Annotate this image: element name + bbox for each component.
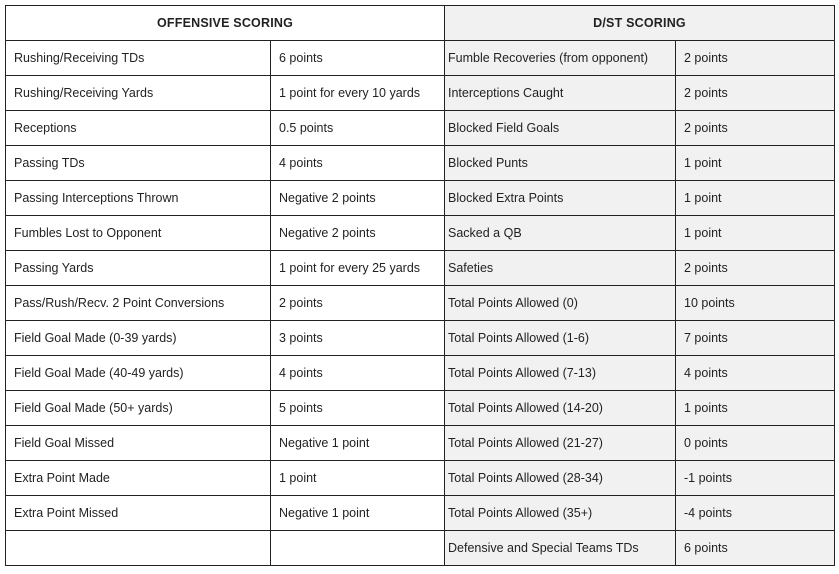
dst-points-cell: 6 points — [676, 531, 835, 566]
offense-category-cell: Rushing/Receiving Yards — [6, 76, 271, 111]
offense-category-cell: Passing Yards — [6, 251, 271, 286]
offense-category-cell: Field Goal Missed — [6, 426, 271, 461]
dst-category-cell: Interceptions Caught — [445, 76, 676, 111]
dst-points-cell: -1 points — [676, 461, 835, 496]
table-row — [6, 496, 835, 531]
table-row — [6, 181, 835, 216]
offense-category-cell: Receptions — [6, 111, 271, 146]
offense-points-cell: 2 points — [271, 286, 445, 321]
scoring-table — [5, 5, 835, 566]
dst-category-cell: Total Points Allowed (14-20) — [445, 391, 676, 426]
offensive-scoring-header: OFFENSIVE SCORING — [6, 6, 445, 41]
dst-points-cell: 1 points — [676, 391, 835, 426]
scoring-rows — [6, 41, 835, 566]
offense-points-cell: 4 points — [271, 146, 445, 181]
offense-points-cell: 0.5 points — [271, 111, 445, 146]
offense-points-cell: Negative 1 point — [271, 496, 445, 531]
offense-category-cell: Field Goal Made (0-39 yards) — [6, 321, 271, 356]
offense-points-cell — [271, 531, 445, 566]
table-row — [6, 76, 835, 111]
table-row — [6, 251, 835, 286]
offense-category-cell: Rushing/Receiving TDs — [6, 41, 271, 76]
table-row — [6, 216, 835, 251]
table-row — [6, 146, 835, 181]
table-row — [6, 461, 835, 496]
dst-points-cell: -4 points — [676, 496, 835, 531]
dst-category-cell: Sacked a QB — [445, 216, 676, 251]
offense-points-cell: Negative 2 points — [271, 181, 445, 216]
table-row — [6, 356, 835, 391]
offense-points-cell: 6 points — [271, 41, 445, 76]
offense-category-cell: Extra Point Made — [6, 461, 271, 496]
dst-scoring-header: D/ST SCORING — [445, 6, 835, 41]
offense-points-cell: 3 points — [271, 321, 445, 356]
offense-points-cell: 4 points — [271, 356, 445, 391]
offense-points-cell: 1 point — [271, 461, 445, 496]
offense-points-cell: Negative 2 points — [271, 216, 445, 251]
scoring-table-container — [5, 5, 835, 566]
table-row — [6, 391, 835, 426]
dst-points-cell: 2 points — [676, 41, 835, 76]
dst-category-cell: Total Points Allowed (1-6) — [445, 321, 676, 356]
header-row — [6, 6, 835, 41]
offense-points-cell: 1 point for every 25 yards — [271, 251, 445, 286]
dst-points-cell: 1 point — [676, 181, 835, 216]
table-row — [6, 531, 835, 566]
dst-points-cell: 2 points — [676, 76, 835, 111]
offense-category-cell: Extra Point Missed — [6, 496, 271, 531]
table-row — [6, 111, 835, 146]
dst-points-cell: 4 points — [676, 356, 835, 391]
dst-category-cell: Total Points Allowed (35+) — [445, 496, 676, 531]
dst-category-cell: Total Points Allowed (28-34) — [445, 461, 676, 496]
offense-points-cell: 5 points — [271, 391, 445, 426]
dst-category-cell: Blocked Punts — [445, 146, 676, 181]
dst-points-cell: 0 points — [676, 426, 835, 461]
dst-category-cell: Fumble Recoveries (from opponent) — [445, 41, 676, 76]
dst-category-cell: Safeties — [445, 251, 676, 286]
table-row — [6, 321, 835, 356]
dst-points-cell: 2 points — [676, 111, 835, 146]
dst-points-cell: 2 points — [676, 251, 835, 286]
dst-points-cell: 7 points — [676, 321, 835, 356]
offense-category-cell: Field Goal Made (40-49 yards) — [6, 356, 271, 391]
dst-points-cell: 1 point — [676, 146, 835, 181]
offense-category-cell: Field Goal Made (50+ yards) — [6, 391, 271, 426]
dst-category-cell: Defensive and Special Teams TDs — [445, 531, 676, 566]
dst-category-cell: Blocked Field Goals — [445, 111, 676, 146]
dst-category-cell: Total Points Allowed (0) — [445, 286, 676, 321]
dst-points-cell: 1 point — [676, 216, 835, 251]
offense-category-cell: Passing Interceptions Thrown — [6, 181, 271, 216]
table-row — [6, 41, 835, 76]
offense-category-cell: Pass/Rush/Recv. 2 Point Conversions — [6, 286, 271, 321]
offense-category-cell: Passing TDs — [6, 146, 271, 181]
offense-points-cell: 1 point for every 10 yards — [271, 76, 445, 111]
offense-category-cell: Fumbles Lost to Opponent — [6, 216, 271, 251]
dst-category-cell: Total Points Allowed (21-27) — [445, 426, 676, 461]
offense-points-cell: Negative 1 point — [271, 426, 445, 461]
table-row — [6, 286, 835, 321]
table-row — [6, 426, 835, 461]
dst-points-cell: 10 points — [676, 286, 835, 321]
dst-category-cell: Total Points Allowed (7-13) — [445, 356, 676, 391]
dst-category-cell: Blocked Extra Points — [445, 181, 676, 216]
offense-category-cell — [6, 531, 271, 566]
